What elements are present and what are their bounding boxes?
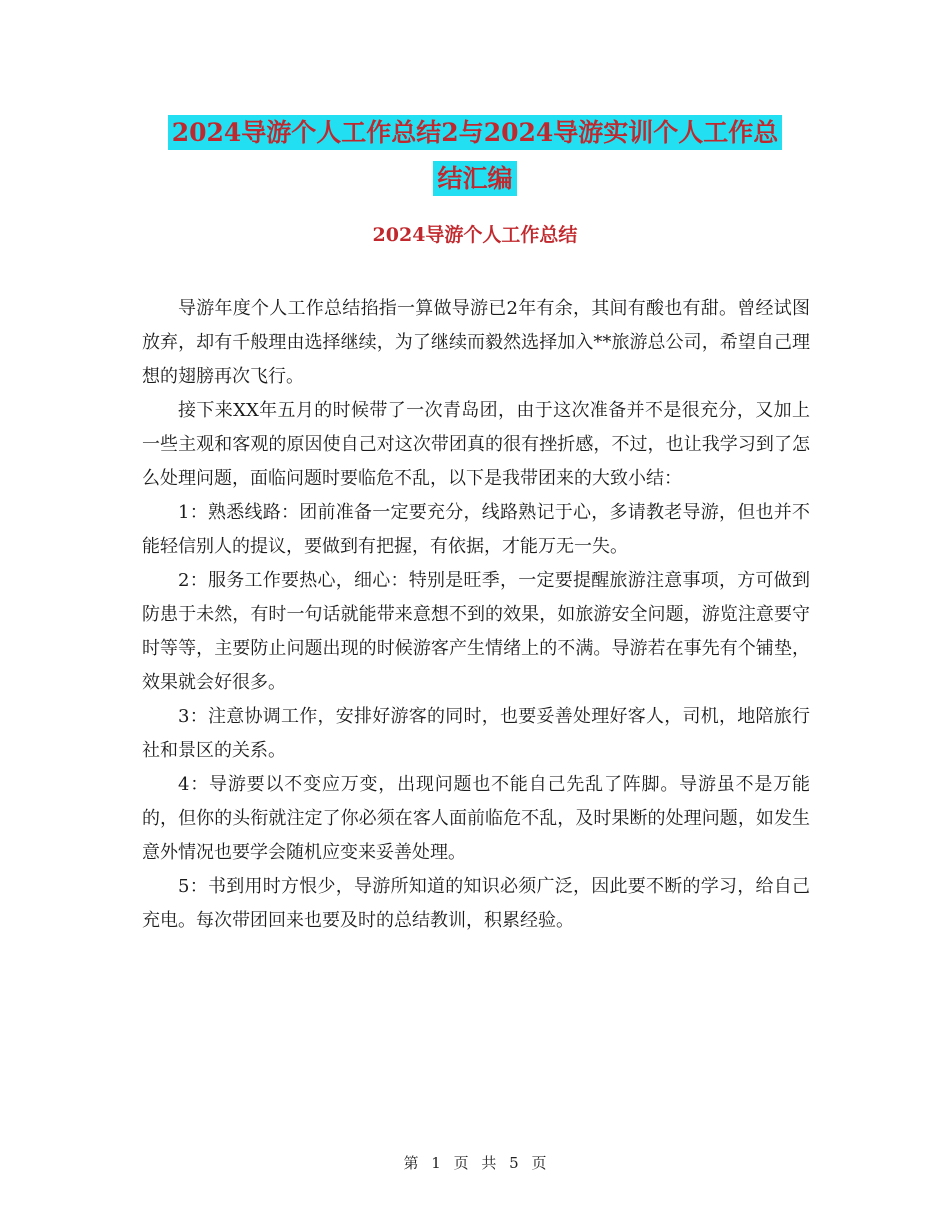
- paragraph: 导游年度个人工作总结掐指一算做导游已2年有余，其间有酸也有甜。曾经试图放弃，却有千般理由选择继续，为了继续而毅然选择加入**旅游总公司，希望自己理想的翅膀再次飞行。: [142, 298, 810, 387]
- paragraph: 5：书到用时方恨少，导游所知道的知识必须广泛，因此要不断的学习，给自己充电。每次带团回来也要及时的总结教训，积累经验。: [142, 876, 810, 931]
- paragraph: 2：服务工作要热心，细心：特别是旺季，一定要提醒旅游注意事项，方可做到防患于未然，有时一句话就能带来意想不到的效果，如旅游安全问题，游览注意要守时等等，主要防止问题出现的时候游客产生情绪上的不满。导游若在事先有个铺垫，效果就会好很多。: [142, 570, 810, 693]
- paragraph: 接下来XX年五月的时候带了一次青岛团，由于这次准备并不是很充分，又加上一些主观和客观的原因使自己对这次带团真的很有挫折感，不过，也让我学习到了怎么处理问题，面临问题时要临危不乱，以下是我带团来的大致小结：: [142, 400, 810, 489]
- page-footer: 第 1 页 共 5 页: [403, 1154, 547, 1172]
- title-line-2: 结汇编: [433, 161, 516, 196]
- document-body: [142, 292, 810, 938]
- title-line-1: 2024导游个人工作总结2与2024导游实训个人工作总: [168, 115, 783, 150]
- paragraph: 1：熟悉线路：团前准备一定要充分，线路熟记于心，多请教老导游，但也并不能轻信别人的提议，要做到有把握，有依据，才能万无一失。: [142, 502, 810, 557]
- document-title: [0, 110, 950, 202]
- paragraph: 4：导游要以不变应万变，出现问题也不能自己先乱了阵脚。导游虽不是万能的，但你的头衔就注定了你必须在客人面前临危不乱，及时果断的处理问题，如发生意外情况也要学会随机应变来妥善处理。: [142, 774, 810, 863]
- paragraph: 3：注意协调工作，安排好游客的同时，也要妥善处理好客人，司机，地陪旅行社和景区的关系。: [142, 706, 810, 761]
- section-title: 2024导游个人工作总结: [372, 224, 578, 246]
